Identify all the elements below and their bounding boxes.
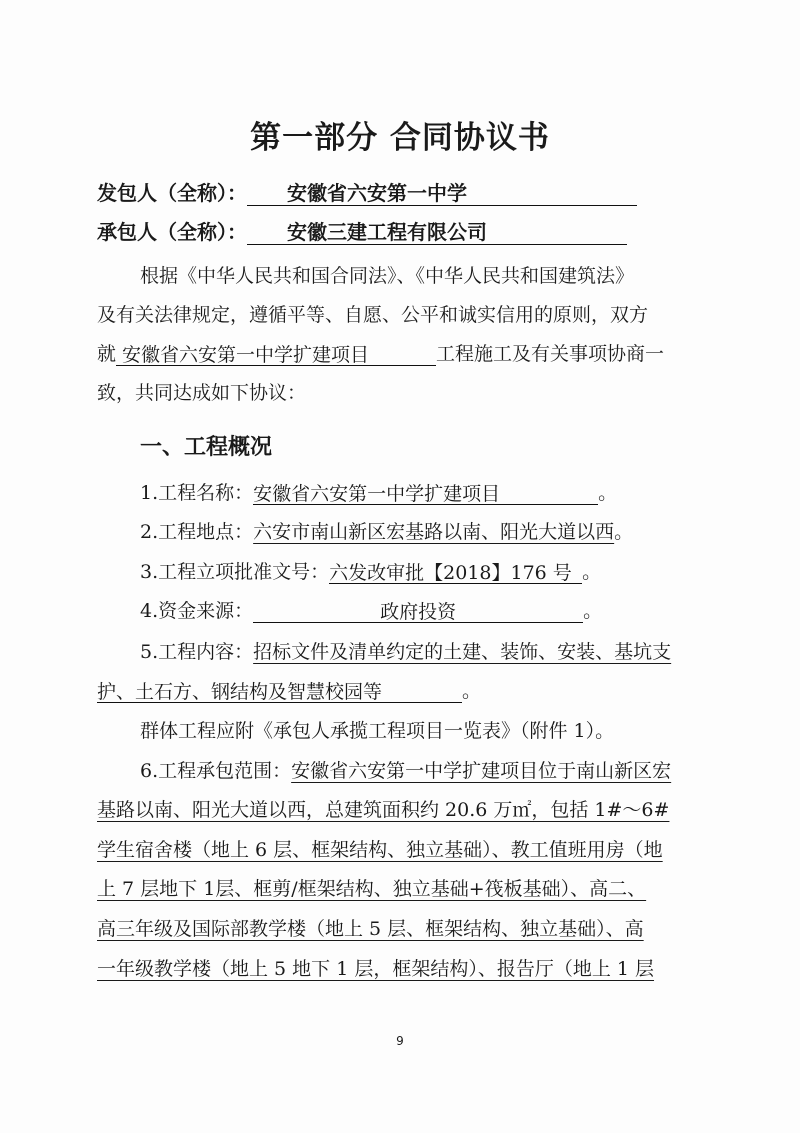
- item-scope-line-1: [140, 759, 671, 783]
- item-label: 4.资金来源：: [140, 600, 254, 622]
- employer-line: [97, 181, 637, 206]
- preamble-project-name: 安徽省六安第一中学扩建项目: [122, 344, 370, 366]
- employer-label: 发包人（全称）：: [97, 181, 247, 205]
- item-approval-number: [140, 560, 601, 584]
- item-value: 安徽省六安第一中学扩建项目: [253, 483, 501, 505]
- item-value: 政府投资: [380, 601, 457, 623]
- group-project-note: 群体工程应附《承包人承揽工程项目一览表》（附件 1）。: [140, 720, 615, 742]
- item-end: 。: [462, 680, 482, 702]
- employer-name: 安徽省六安第一中学: [247, 181, 637, 206]
- item-value: 安徽省六安第一中学扩建项目位于南山新区宏: [291, 760, 672, 782]
- page-number: 9: [396, 1034, 404, 1048]
- preamble-line-3: [97, 342, 664, 366]
- item-content-line-2: [97, 679, 481, 703]
- preamble-line-1: 根据《中华人民共和国合同法》、《中华人民共和国建筑法》: [140, 265, 635, 287]
- item-value: 招标文件及清单约定的土建、装饰、安装、基坑支: [253, 641, 672, 663]
- item-value: 六安市南山新区宏基路以南、阳光大道以西: [253, 521, 615, 543]
- item-end: 。: [614, 521, 634, 543]
- preamble-line-4: 致，共同达成如下协议：: [97, 382, 307, 404]
- item-scope-line-6: 一年级教学楼（地上 5 地下 1 层，框架结构）、报告厅（地上 1 层: [97, 958, 655, 980]
- item-scope-line-2: 基路以南、阳光大道以西，总建筑面积约 20.6 万㎡，包括 1#～6#: [97, 799, 670, 821]
- contractor-label: 承包人（全称）：: [97, 220, 247, 244]
- item-label: 3.工程立项批准文号：: [140, 561, 330, 583]
- item-label: 1.工程名称：: [140, 482, 254, 504]
- item-label: 6.工程承包范围：: [140, 760, 292, 782]
- item-value: 护、土石方、钢结构及智慧校园等: [97, 681, 383, 703]
- item-label: 5.工程内容：: [140, 641, 254, 663]
- item-scope-line-3: 学生宿舍楼（地上 6 层、框架结构、独立基础）、教工值班用房（地: [97, 839, 663, 861]
- contractor-line: [97, 220, 627, 245]
- item-end: 。: [583, 600, 603, 622]
- item-content-line-1: [140, 640, 671, 664]
- item-value: 六发改审批【2018】176 号: [329, 562, 572, 584]
- item-project-site: [140, 520, 633, 544]
- section-heading-overview: 一、工程概况: [140, 434, 273, 460]
- item-scope-line-4: 上 7 层地下 1层、框剪/框架结构、独立基础+筏板基础）、高二、: [97, 878, 647, 900]
- item-end: 。: [598, 482, 618, 504]
- preamble-suffix: 工程施工及有关事项协商一: [436, 343, 665, 365]
- page-title: 第一部分 合同协议书: [250, 120, 550, 156]
- item-label: 2.工程地点：: [140, 521, 254, 543]
- preamble-prefix: 就: [97, 343, 117, 365]
- contractor-name: 安徽三建工程有限公司: [247, 220, 627, 245]
- item-end: 。: [582, 561, 602, 583]
- item-project-name: [140, 481, 617, 505]
- preamble-line-2: 及有关法律规定，遵循平等、自愿、公平和诚实信用的原则，双方: [97, 304, 649, 326]
- item-fund-source: [140, 599, 602, 623]
- item-scope-line-5: 高三年级及国际部教学楼（地上 5 层、框架结构、独立基础）、高: [97, 918, 644, 940]
